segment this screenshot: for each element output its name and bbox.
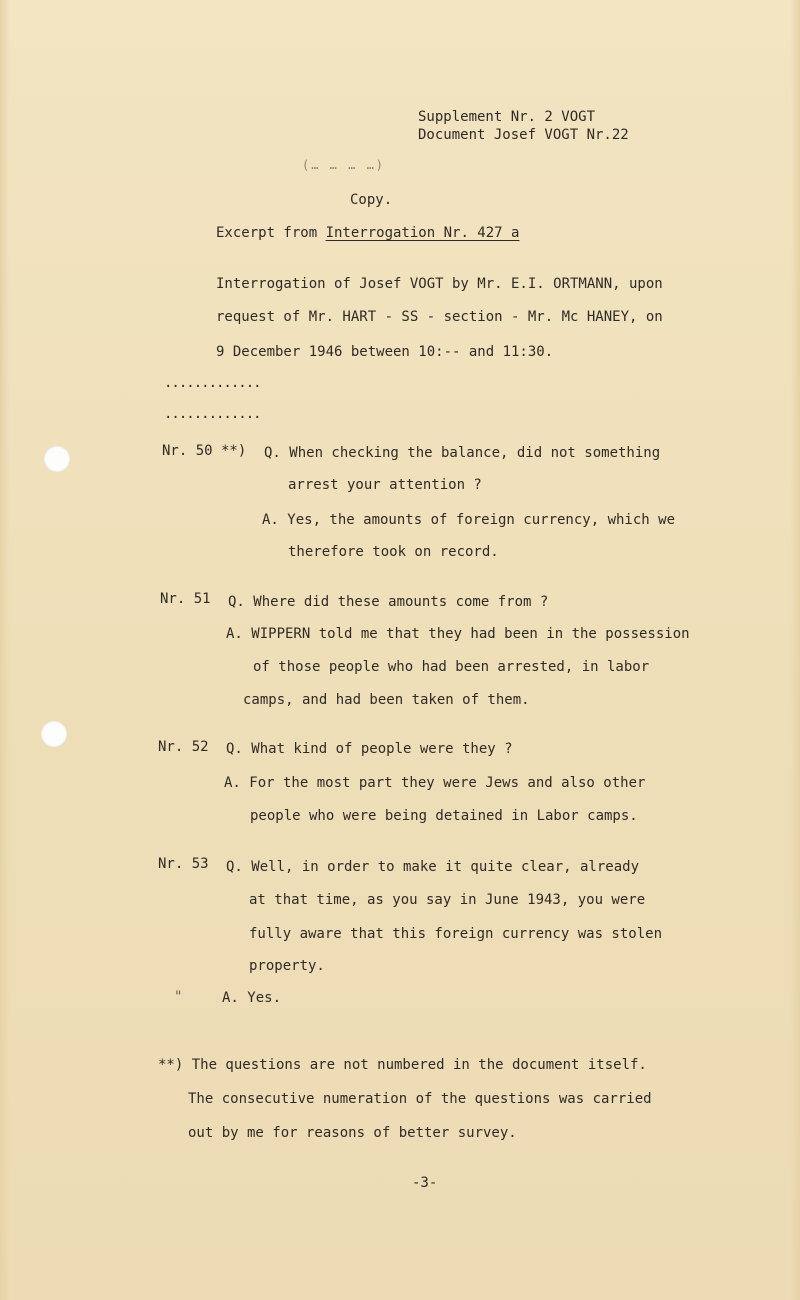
question-number-50: Nr. 50 **): [162, 443, 247, 459]
answer-53-line-1: A. Yes.: [222, 990, 282, 1006]
intro-line-1: Interrogation of Josef VOGT by Mr. E.I. ORTMANN, upon: [216, 276, 663, 292]
answer-51-line-1: A. WIPPERN told me that they had been in the possession: [226, 626, 690, 642]
intro-line-2: request of Mr. HART - SS - section - Mr. Mc HANEY, on: [216, 309, 663, 325]
question-50-line-2: arrest your attention ?: [288, 477, 482, 493]
ditto-mark: ": [174, 989, 183, 1005]
punch-hole-top: [44, 446, 70, 472]
page-number: -3-: [412, 1175, 438, 1191]
paper-edge-right: [790, 0, 800, 1300]
answer-51-line-3: camps, and had been taken of them.: [243, 692, 530, 708]
separator-dots-2: .............: [164, 406, 261, 422]
document-label: Document Josef VOGT Nr.22: [418, 127, 629, 143]
answer-51-line-2: of those people who had been arrested, in labor: [253, 659, 650, 675]
question-53-line-3: fully aware that this foreign currency was stolen: [249, 926, 663, 942]
separator-dots-1: .............: [164, 375, 261, 391]
footnote-line-2: The consecutive numeration of the questions was carried: [188, 1091, 652, 1107]
question-51-line-1: Q. Where did these amounts come from ?: [228, 594, 549, 610]
question-50-line-1: Q. When checking the balance, did not something: [264, 445, 661, 461]
footnote-line-3: out by me for reasons of better survey.: [188, 1125, 517, 1141]
answer-50-line-2: therefore took on record.: [288, 544, 499, 560]
question-52-line-1: Q. What kind of people were they ?: [226, 741, 513, 757]
question-53-line-4: property.: [249, 958, 325, 974]
faint-stamp: (… … … …): [302, 158, 386, 172]
footnote-line-1: **) The questions are not numbered in the document itself.: [158, 1057, 647, 1073]
intro-line-3: 9 December 1946 between 10:-- and 11:30.: [216, 344, 554, 360]
question-number-52: Nr. 52: [158, 739, 209, 755]
copy-title: Copy.: [350, 192, 393, 208]
supplement-label: Supplement Nr. 2 VOGT: [418, 109, 596, 125]
question-53-line-2: at that time, as you say in June 1943, you were: [249, 892, 646, 908]
answer-52-line-2: people who were being detained in Labor camps.: [250, 808, 638, 824]
punch-hole-bottom: [41, 721, 67, 747]
question-number-53: Nr. 53: [158, 856, 209, 872]
answer-52-line-1: A. For the most part they were Jews and also other: [224, 775, 646, 791]
paper-edge-left: [0, 0, 10, 1300]
answer-50-line-1: A. Yes, the amounts of foreign currency, which we: [262, 512, 676, 528]
question-number-51: Nr. 51: [160, 591, 211, 607]
excerpt-line: Excerpt from Interrogation Nr. 427 a: [216, 225, 520, 241]
question-53-line-1: Q. Well, in order to make it quite clear, already: [226, 859, 640, 875]
